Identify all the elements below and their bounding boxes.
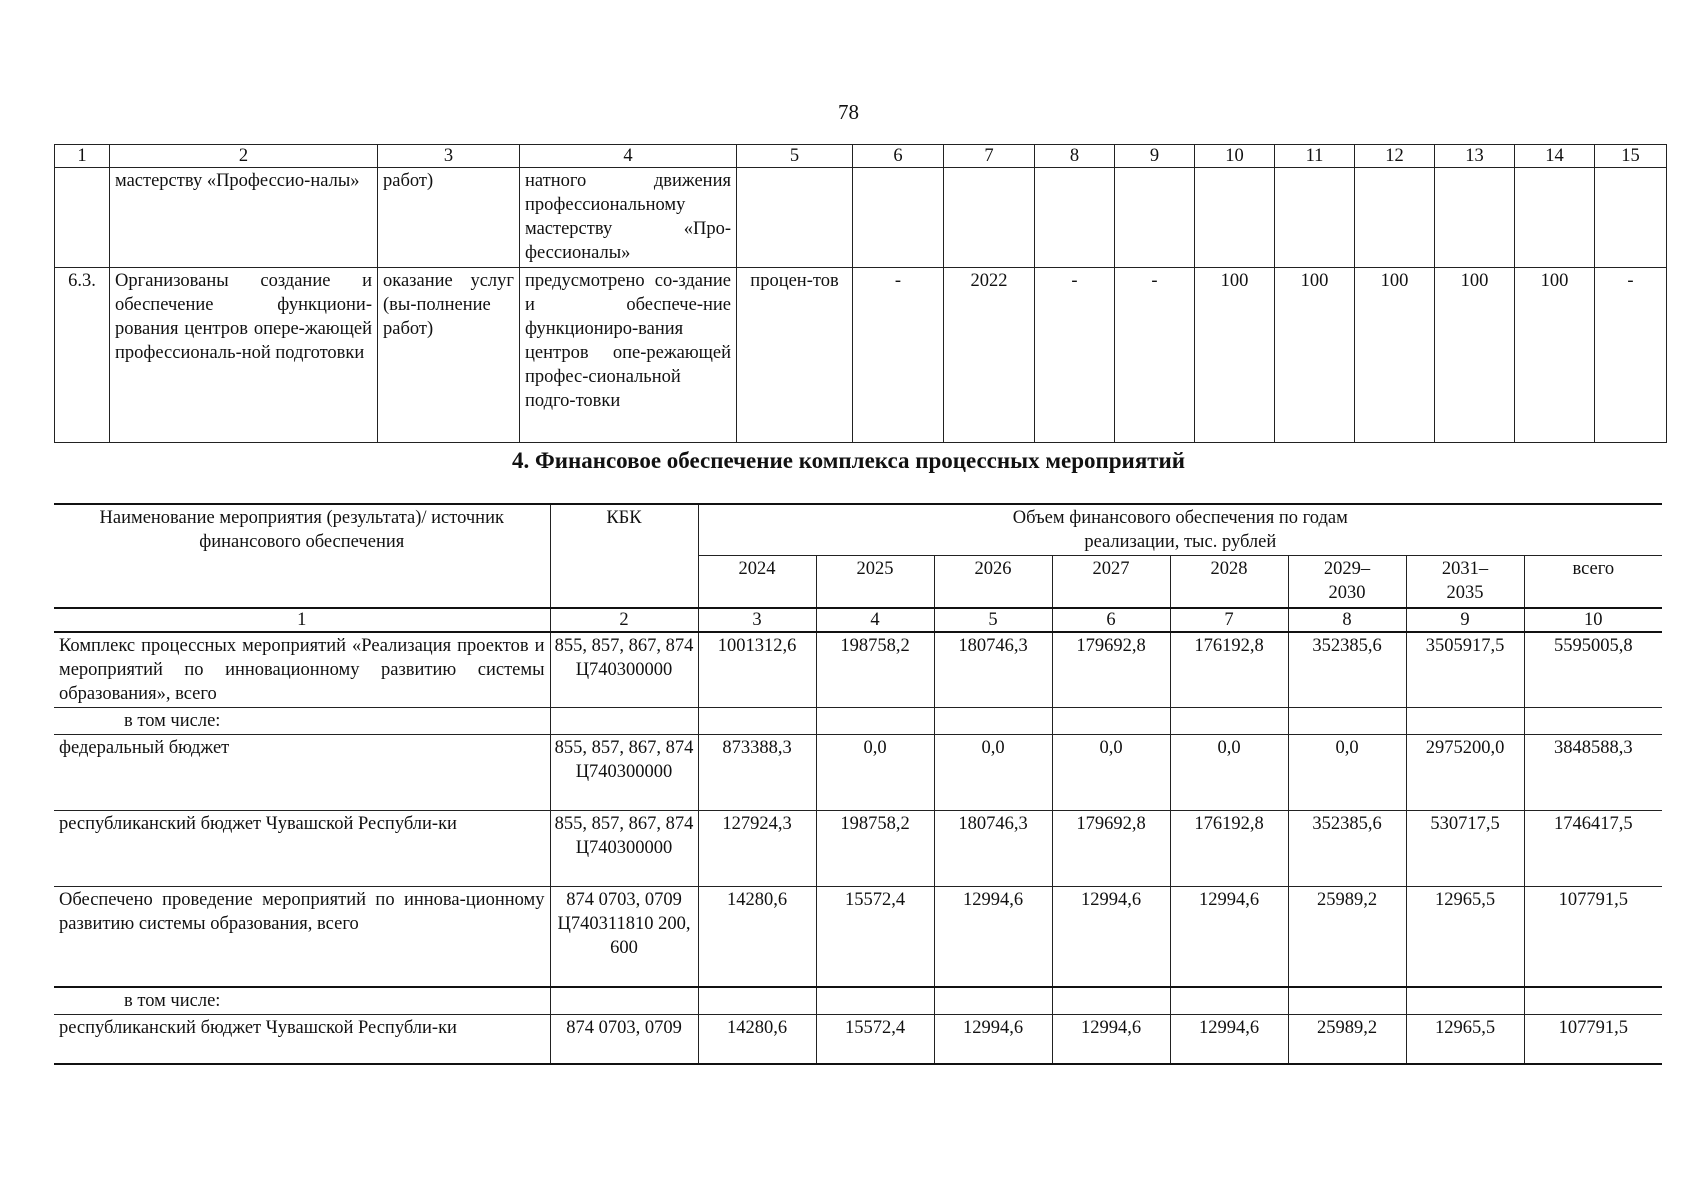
header-row [54,504,1662,556]
cell-value: 0,0 [1170,735,1288,811]
cell-description: предусмотрено со-здание и обеспече-ние функциониро-вания центров опе-режающей профес-сиональной подго-товки [520,268,737,443]
cell-value: 0,0 [1288,735,1406,811]
column-index-row [55,145,1667,168]
col-index: 12 [1355,145,1435,168]
col-index: 3 [378,145,520,168]
header-name: Наименование мероприятия (результата)/ источник финансового обеспечения [54,504,550,608]
cell-kbk: 855, 857, 867, 874 Ц740300000 [550,811,698,887]
table-row [54,811,1662,887]
year-header: 2028 [1170,556,1288,608]
cell-value: 12965,5 [1406,1014,1524,1064]
col-index: 7 [944,145,1035,168]
section-heading: 4. Финансовое обеспечение комплекса процессных мероприятий [511,448,1186,473]
col-index: 7 [1170,608,1288,632]
cell-value: 12965,5 [1406,887,1524,987]
col-index: 4 [816,608,934,632]
cell-value: 180746,3 [934,811,1052,887]
year-header: 2031–2035 [1406,556,1524,608]
cell-value: 107791,5 [1524,1014,1662,1064]
cell-description: натного движения профессиональному мастерству «Про-фессионалы» [520,168,737,268]
year-header: 2029–2030 [1288,556,1406,608]
cell-value: 1001312,6 [698,632,816,708]
cell-value: 530717,5 [1406,811,1524,887]
financing-table [54,503,1662,1065]
table-row [54,1014,1662,1064]
cell-kbk: 874 0703, 0709 Ц740311810 200, 600 [550,887,698,987]
col-index: 10 [1524,608,1662,632]
cell-value: 2022 [944,268,1035,443]
table-row [54,735,1662,811]
header-volume: Объем финансового обеспечения по годам реализации, тыс. рублей [698,504,1662,556]
cell-value: 14280,6 [698,887,816,987]
cell-value: 107791,5 [1524,887,1662,987]
cell-name: в том числе: [54,708,550,735]
cell-value: 176192,8 [1170,632,1288,708]
cell-number [55,168,110,268]
col-index: 2 [110,145,378,168]
table-row [54,708,1662,735]
table-row [55,268,1667,443]
cell-value: 179692,8 [1052,811,1170,887]
cell-value: 352385,6 [1288,632,1406,708]
col-index: 3 [698,608,816,632]
cell-kbk: 874 0703, 0709 [550,1014,698,1064]
col-index: 1 [54,608,550,632]
cell-value: 198758,2 [816,632,934,708]
cell-number: 6.3. [55,268,110,443]
results-table [54,144,1667,443]
year-header: 2024 [698,556,816,608]
cell-value: 0,0 [816,735,934,811]
col-index: 14 [1515,145,1595,168]
table-row [54,887,1662,987]
table-row [55,168,1667,268]
cell-value: 25989,2 [1288,1014,1406,1064]
cell-result-name: мастерству «Профессио-налы» [110,168,378,268]
year-header: 2026 [934,556,1052,608]
cell-value: 12994,6 [1052,887,1170,987]
col-index: 6 [1052,608,1170,632]
col-index: 1 [55,145,110,168]
col-index: 10 [1195,145,1275,168]
cell-value: 12994,6 [934,1014,1052,1064]
table-row [54,987,1662,1015]
cell-unit: процен-тов [737,268,853,443]
table-row [54,632,1662,708]
cell-value: 15572,4 [816,1014,934,1064]
year-header: 2027 [1052,556,1170,608]
cell-value: 0,0 [1052,735,1170,811]
cell-name: федеральный бюджет [54,735,550,811]
col-index: 8 [1288,608,1406,632]
cell-value: 25989,2 [1288,887,1406,987]
cell-value: 5595005,8 [1524,632,1662,708]
col-index: 9 [1406,608,1524,632]
col-index: 5 [934,608,1052,632]
cell-type: оказание услуг (вы-полнение работ) [378,268,520,443]
year-header: всего [1524,556,1662,608]
cell-kbk: 855, 857, 867, 874 Ц740300000 [550,632,698,708]
cell-value: 127924,3 [698,811,816,887]
cell-value: 3505917,5 [1406,632,1524,708]
cell-value: 352385,6 [1288,811,1406,887]
cell-name: республиканский бюджет Чувашской Республи-ки [54,1014,550,1064]
column-index-row [54,608,1662,632]
cell-name: Обеспечено проведение мероприятий по иннова-ционному развитию системы образования, всего [54,887,550,987]
col-index: 2 [550,608,698,632]
cell-value: 176192,8 [1170,811,1288,887]
cell-value: 873388,3 [698,735,816,811]
cell-value: 14280,6 [698,1014,816,1064]
year-header: 2025 [816,556,934,608]
cell-value: 100 [1355,268,1435,443]
cell-value: 100 [1515,268,1595,443]
col-index: 8 [1035,145,1115,168]
col-index: 6 [853,145,944,168]
cell-value: 1746417,5 [1524,811,1662,887]
cell-value: 0,0 [934,735,1052,811]
cell-name: Комплекс процессных мероприятий «Реализация проектов и мероприятий по инновационному развитию системы образования», всего [54,632,550,708]
page-number: 78 [838,100,859,124]
cell-value: 179692,8 [1052,632,1170,708]
header-kbk: КБК [550,504,698,608]
cell-value: 3848588,3 [1524,735,1662,811]
cell-name: республиканский бюджет Чувашской Республи-ки [54,811,550,887]
cell-value: - [853,268,944,443]
col-index: 11 [1275,145,1355,168]
cell-value: 180746,3 [934,632,1052,708]
cell-value: - [1115,268,1195,443]
cell-value: 100 [1435,268,1515,443]
cell-value: 15572,4 [816,887,934,987]
col-index: 15 [1595,145,1667,168]
cell-type: работ) [378,168,520,268]
cell-name: в том числе: [54,987,550,1015]
col-index: 9 [1115,145,1195,168]
cell-value: 12994,6 [1052,1014,1170,1064]
col-index: 4 [520,145,737,168]
cell-kbk: 855, 857, 867, 874 Ц740300000 [550,735,698,811]
cell-result-name: Организованы создание и обеспечение функциони-рования центров опере-жающей профессиональ-ной подготовки [110,268,378,443]
col-index: 5 [737,145,853,168]
cell-value: 12994,6 [1170,887,1288,987]
cell-value: 12994,6 [934,887,1052,987]
cell-value: 100 [1195,268,1275,443]
cell-value: 2975200,0 [1406,735,1524,811]
cell-value: - [1035,268,1115,443]
cell-value: 12994,6 [1170,1014,1288,1064]
cell-value: - [1595,268,1667,443]
cell-value: 198758,2 [816,811,934,887]
col-index: 13 [1435,145,1515,168]
cell-value: 100 [1275,268,1355,443]
